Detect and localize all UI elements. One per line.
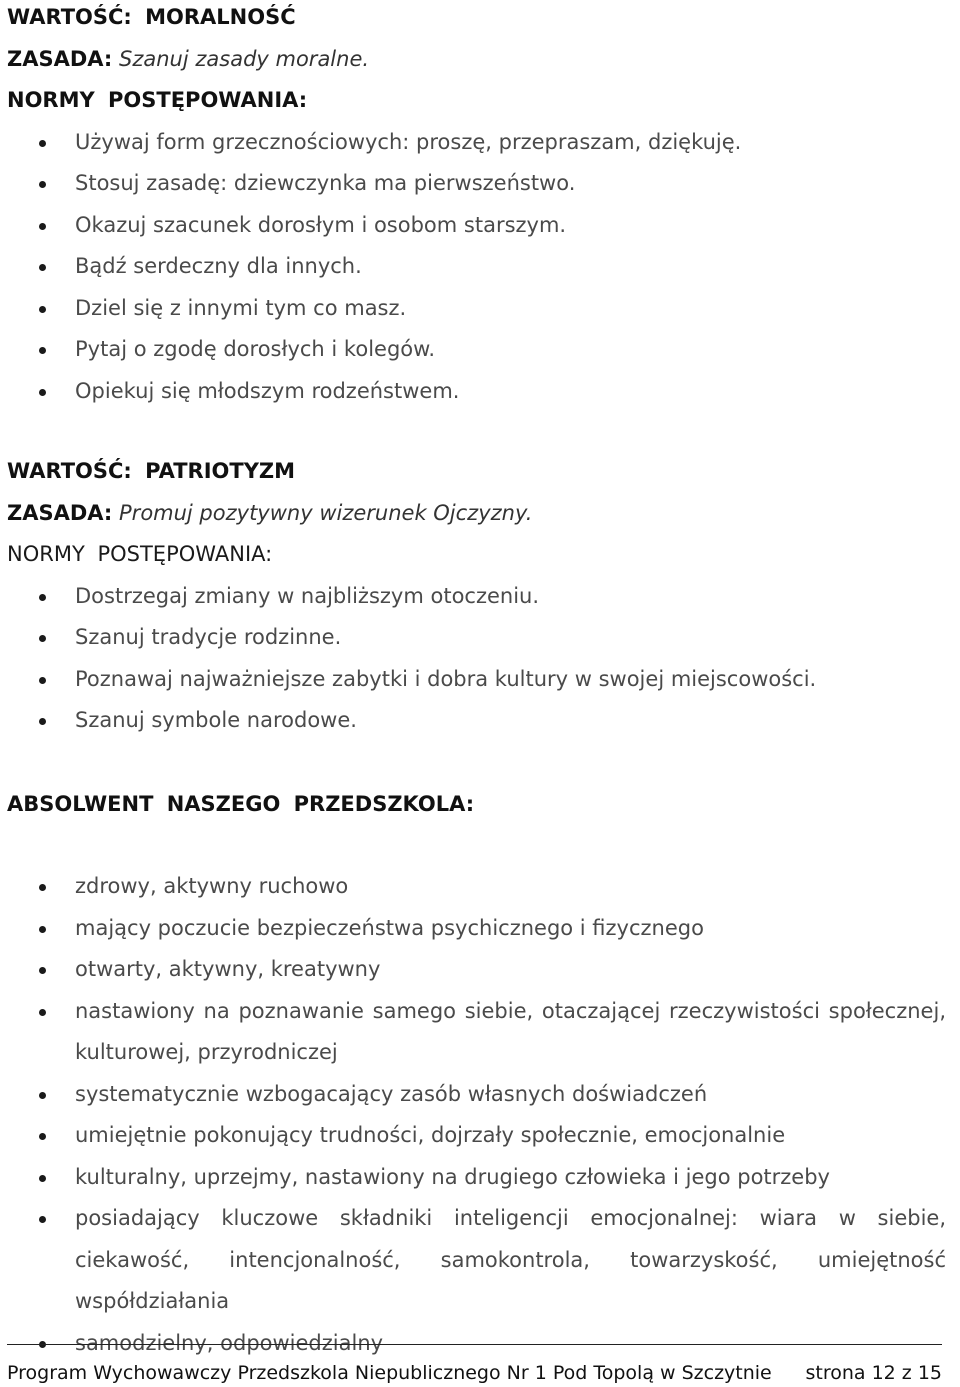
list-item-text: Opiekuj się młodszym rodzeństwem. bbox=[75, 378, 460, 403]
list-item bbox=[7, 329, 946, 371]
list-item-text: Szanuj tradycje rodzinne. bbox=[75, 625, 342, 649]
list-item bbox=[7, 659, 946, 701]
list-item bbox=[7, 1074, 946, 1116]
list-item bbox=[7, 1157, 946, 1199]
page-number: strona 12 z 15 bbox=[805, 1362, 942, 1384]
page-footer bbox=[7, 1344, 942, 1385]
bullet-icon bbox=[39, 1009, 46, 1016]
list-item-text: Bądź serdeczny dla innych. bbox=[75, 254, 362, 278]
list-item bbox=[7, 700, 946, 742]
list-item bbox=[7, 371, 946, 413]
list-item bbox=[7, 288, 946, 330]
bullet-icon bbox=[39, 389, 46, 396]
section-patriotyzm bbox=[7, 451, 946, 742]
footer-document-title: Program Wychowawczy Przedszkola Niepublicznego Nr 1 Pod Topolą w Szczytnie bbox=[7, 1362, 772, 1384]
rule-label: ZASADA: bbox=[7, 500, 113, 525]
value-heading bbox=[7, 451, 946, 493]
list-item-text: Szanuj symbole narodowe. bbox=[75, 708, 357, 732]
list-item bbox=[7, 122, 946, 164]
list-item bbox=[7, 1198, 946, 1323]
bullet-icon bbox=[39, 884, 46, 891]
list-item bbox=[7, 949, 946, 991]
list-item-text: Stosuj zasadę: dziewczynka ma pierwszeństwo. bbox=[75, 171, 576, 195]
list-item-text: mający poczucie bezpieczeństwa psychicznego i fizycznego bbox=[75, 915, 704, 940]
list-item bbox=[7, 991, 946, 1074]
graduate-section-title-block bbox=[7, 784, 946, 826]
value-heading bbox=[7, 0, 946, 39]
list-item bbox=[7, 908, 946, 950]
norms-list bbox=[7, 576, 946, 742]
graduate-title: ABSOLWENT NASZEGO PRZEDSZKOLA: bbox=[7, 792, 475, 816]
list-item-text: kulturalny, uprzejmy, nastawiony na drugiego człowieka i jego potrzeby bbox=[75, 1164, 830, 1189]
bullet-icon bbox=[39, 347, 46, 354]
graduate-list bbox=[7, 866, 946, 1364]
bullet-icon bbox=[39, 1216, 46, 1223]
bullet-icon bbox=[39, 140, 46, 147]
list-item bbox=[7, 866, 946, 908]
list-item-text: Okazuj szacunek dorosłym i osobom starszym. bbox=[75, 212, 567, 237]
section-moralnosc bbox=[7, 0, 946, 412]
list-item-text: zdrowy, aktywny ruchowo bbox=[75, 874, 349, 898]
bullet-icon bbox=[39, 306, 46, 313]
list-item-text: samodzielny, odpowiedzialny bbox=[75, 1330, 384, 1355]
value-name: MORALNOŚĆ bbox=[145, 5, 296, 29]
bullet-icon bbox=[39, 223, 46, 230]
list-item-text: posiadający kluczowe składniki inteligencji emocjonalnej: wiara w siebie, ciekawość, intencjonalność, samokontrola, towarzyskość, umiejętność współdziałania bbox=[75, 1206, 946, 1313]
bullet-icon bbox=[39, 264, 46, 271]
list-item-text: Pytaj o zgodę dorosłych i kolegów. bbox=[75, 337, 436, 361]
bullet-icon bbox=[39, 718, 46, 725]
bullet-icon bbox=[39, 926, 46, 933]
rule-text: Promuj pozytywny wizerunek Ojczyzny. bbox=[119, 500, 533, 525]
list-item bbox=[7, 617, 946, 659]
rule-line bbox=[7, 39, 946, 81]
list-item-text: nastawiony na poznawanie samego siebie, otaczającej rzeczywistości społecznej, kulturowej, przyrodniczej bbox=[75, 998, 946, 1064]
value-label: WARTOŚĆ: bbox=[7, 459, 132, 483]
list-item bbox=[7, 576, 946, 618]
bullet-icon bbox=[39, 1175, 46, 1182]
bullet-icon bbox=[39, 594, 46, 601]
list-item-text: umiejętnie pokonujący trudności, dojrzały społecznie, emocjonalnie bbox=[75, 1123, 786, 1147]
bullet-icon bbox=[39, 635, 46, 642]
bullet-icon bbox=[39, 677, 46, 684]
rule-line bbox=[7, 493, 946, 535]
norms-heading: NORMY POSTĘPOWANIA: bbox=[7, 542, 273, 566]
list-item-text: Używaj form grzecznościowych: proszę, przepraszam, dziękuję. bbox=[75, 129, 742, 154]
list-item bbox=[7, 163, 946, 205]
bullet-icon bbox=[39, 1133, 46, 1140]
bullet-icon bbox=[39, 1092, 46, 1099]
list-item-text: Dostrzegaj zmiany w najbliższym otoczeniu. bbox=[75, 583, 540, 608]
bullet-icon bbox=[39, 967, 46, 974]
list-item-text: Dziel się z innymi tym co masz. bbox=[75, 295, 407, 320]
rule-label: ZASADA: bbox=[7, 46, 113, 71]
list-item-text: Poznawaj najważniejsze zabytki i dobra kultury w swojej miejscowości. bbox=[75, 666, 817, 691]
list-item-text: otwarty, aktywny, kreatywny bbox=[75, 957, 381, 981]
list-item bbox=[7, 1115, 946, 1157]
list-item bbox=[7, 246, 946, 288]
norms-heading: NORMY POSTĘPOWANIA: bbox=[7, 88, 308, 112]
rule-text: Szanuj zasady moralne. bbox=[119, 46, 370, 71]
list-item bbox=[7, 205, 946, 247]
graduate-section bbox=[7, 866, 946, 1364]
value-name: PATRIOTYZM bbox=[145, 459, 296, 483]
list-item-text: systematycznie wzbogacający zasób własnych doświadczeń bbox=[75, 1081, 708, 1106]
norms-list bbox=[7, 122, 946, 413]
value-label: WARTOŚĆ: bbox=[7, 5, 132, 29]
bullet-icon bbox=[39, 181, 46, 188]
